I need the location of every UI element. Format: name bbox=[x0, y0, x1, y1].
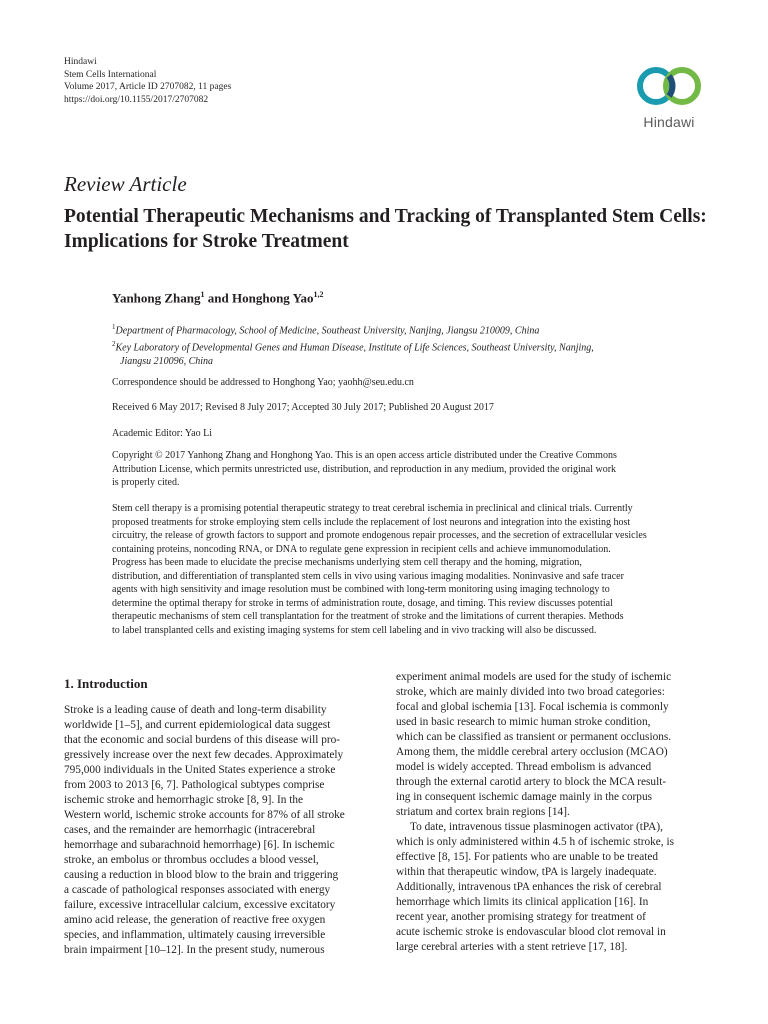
publisher-name: Hindawi bbox=[64, 57, 97, 67]
affiliation-line: Jiangsu 210096, China bbox=[120, 355, 214, 367]
body-line: model is widely accepted. Thread embolism is advanced bbox=[396, 761, 652, 773]
volume-info: Volume 2017, Article ID 2707082, 11 pages bbox=[64, 82, 232, 92]
body-line: that the economic and social burdens of this disease will pro- bbox=[64, 734, 341, 746]
copyright-line: Copyright © 2017 Yanhong Zhang and Honghong Yao. This is an open access article distributed under the Creative Commons bbox=[112, 450, 617, 461]
abstract-line: circuitry, the release of growth factors to support and promote endogenous repair processes, and the secretion of extracellular vesicles bbox=[112, 530, 647, 541]
affiliation-line: $^1$Department of Pharmacology, School of Medicine, Southeast University, Nanjing, Jiangsu 210009, China bbox=[112, 323, 540, 337]
journal-metadata bbox=[64, 56, 231, 106]
abstract-line: therapeutic mechanisms of stem cell transplantation for the treatment of stroke and the limitations of current therapies. Methods bbox=[112, 611, 624, 622]
body-line: 795,000 individuals in the United States experience a stroke bbox=[64, 764, 336, 776]
body-line: To date, intravenous tissue plasminogen activator (tPA), bbox=[410, 821, 663, 833]
doi-link[interactable]: https://doi.org/10.1155/2017/2707082 bbox=[64, 94, 209, 105]
body-line: experiment animal models are used for the study of ischemic bbox=[396, 671, 672, 683]
body-column-right bbox=[396, 670, 708, 955]
abstract-line: agents with high sensitivity and image resolution must be combined with long-term monitoring using imaging technology to bbox=[112, 584, 610, 595]
body-line: Among them, the middle cerebral artery occlusion (MCAO) bbox=[396, 746, 668, 758]
body-line: gressively increase over the next few decades. Approximately bbox=[64, 749, 344, 761]
journal-name: Stem Cells International bbox=[64, 69, 157, 80]
body-line: Stroke is a leading cause of death and long-term disability bbox=[64, 704, 327, 716]
author-affiliation-ref: 1,2 bbox=[313, 290, 324, 299]
body-line: hemorrhage and subarachnoid hemorrhage) [6]. In ischemic bbox=[64, 839, 335, 851]
body-line: cases, and the remainder are hemorrhagic (intracerebral bbox=[64, 824, 316, 836]
body-line: which is only administered within 4.5 h of ischemic stroke, is bbox=[396, 836, 674, 848]
section-heading: 1. Introduction bbox=[64, 676, 148, 691]
body-line: through the external carotid artery to block the MCA result- bbox=[396, 776, 667, 788]
logo-ring-overlap bbox=[669, 76, 673, 96]
abstract-line: Stem cell therapy is a promising potential therapeutic strategy to treat cerebral ischemia in preclinical and clinical trials. Currently bbox=[112, 503, 633, 514]
logo-wordmark: Hindawi bbox=[643, 114, 695, 130]
abstract bbox=[112, 502, 712, 637]
body-line: brain impairment [10–12]. In the present study, numerous bbox=[64, 944, 325, 956]
publication-dates: Received 6 May 2017; Revised 8 July 2017; Accepted 30 July 2017; Published 20 August 2017 bbox=[112, 402, 494, 413]
author-name: Honghong Yao bbox=[232, 290, 314, 306]
body-line: focal and global ischemia [13]. Focal ischemia is commonly bbox=[396, 701, 669, 713]
body-line: Western world, ischemic stroke accounts for 87% of all stroke bbox=[64, 809, 345, 821]
body-line: used in basic research to mimic human stroke condition, bbox=[396, 716, 651, 728]
body-line: causing a reduction in blood blow to the brain and triggering bbox=[64, 869, 339, 881]
abstract-line: distribution, and differentiation of transplanted stem cells in vivo using various imaging modalities. Noninvasive and safe tracer bbox=[112, 570, 624, 582]
body-line: ischemic stroke and hemorrhagic stroke [8, 9]. In the bbox=[64, 794, 304, 806]
body-line: ing in consequent ischemic damage mainly in the corpus bbox=[396, 791, 652, 803]
body-line: species, and inflammation, ultimately causing irreversible bbox=[64, 929, 326, 941]
body-line: Additionally, intravenous tPA enhances the risk of cerebral bbox=[396, 881, 662, 893]
body-line: hemorrhage which limits its clinical application [16]. In bbox=[396, 896, 649, 908]
body-line: failure, excessive intracellular calcium, excessive excitatory bbox=[64, 899, 336, 911]
body-line: from 2003 to 2013 [6, 7]. Pathological subtypes comprise bbox=[64, 779, 325, 791]
copyright-line: is properly cited. bbox=[112, 477, 180, 488]
abstract-line: containing proteins, noncoding RNA, or DNA to regulate gene expression in recipient cells and achieve immunomodulation. bbox=[112, 543, 611, 555]
body-line: which can be classified as transient or permanent occlusions. bbox=[396, 731, 672, 743]
author-name: Yanhong Zhang bbox=[112, 290, 201, 306]
author-list bbox=[112, 290, 324, 306]
article-title: Potential Therapeutic Mechanisms and Tracking of Transplanted Stem Cells: Implications for Stroke Treatment bbox=[64, 206, 707, 252]
article-type: Review Article bbox=[64, 172, 187, 196]
body-line: acute ischemic stroke is endovascular blood clot removal in bbox=[396, 926, 666, 938]
affiliation-line: $^2$Key Laboratory of Developmental Genes and Human Disease, Institute of Life Sciences, Southeast University, Nanjing, bbox=[112, 339, 594, 354]
body-line: within that therapeutic window, tPA is largely inadequate. bbox=[396, 866, 657, 878]
academic-editor: Academic Editor: Yao Li bbox=[112, 428, 212, 439]
body-line: large cerebral arteries with a stent retrieve [17, 18]. bbox=[396, 941, 628, 953]
affiliations bbox=[112, 321, 672, 368]
abstract-line: determine the optimal therapy for stroke in terms of administration route, dosage, and timing. This review discusses potential bbox=[112, 597, 613, 609]
copyright-line: Attribution License, which permits unrestricted use, distribution, and reproduction in any medium, provided the original work bbox=[112, 463, 617, 475]
body-line: amino acid release, the generation of reactive free oxygen bbox=[64, 914, 326, 926]
author-affiliation-ref: 1 bbox=[200, 290, 205, 299]
body-line: striatum and cortex brain regions [14]. bbox=[396, 806, 570, 818]
author-conjunction: and bbox=[204, 290, 232, 306]
correspondence: Correspondence should be addressed to Honghong Yao; yaohh@seu.edu.cn bbox=[112, 377, 414, 388]
body-line: a cascade of pathological responses associated with energy bbox=[64, 884, 331, 896]
body-line: effective [8, 15]. For patients who are unable to be treated bbox=[396, 851, 659, 863]
abstract-line: Progress has been made to elucidate the precise mechanisms underlying stem cell therapy and the homing, migration, bbox=[112, 557, 582, 568]
body-line: recent year, another promising strategy for treatment of bbox=[396, 911, 646, 923]
abstract-line: to label transplanted cells and existing imaging systems for stem cell labeling and in vivo tracking will also be discussed. bbox=[112, 624, 597, 636]
body-line: worldwide [1–5], and current epidemiological data suggest bbox=[64, 719, 331, 731]
abstract-line: proposed treatments for stroke employing stem cells include the replacement of lost neurons and integration into the existing host bbox=[112, 516, 631, 528]
copyright-notice bbox=[112, 449, 712, 490]
body-column-left bbox=[64, 703, 376, 958]
body-line: stroke, which are mainly divided into two broad categories: bbox=[396, 686, 665, 698]
body-line: stroke, an embolus or thrombus occludes a blood vessel, bbox=[64, 854, 319, 866]
